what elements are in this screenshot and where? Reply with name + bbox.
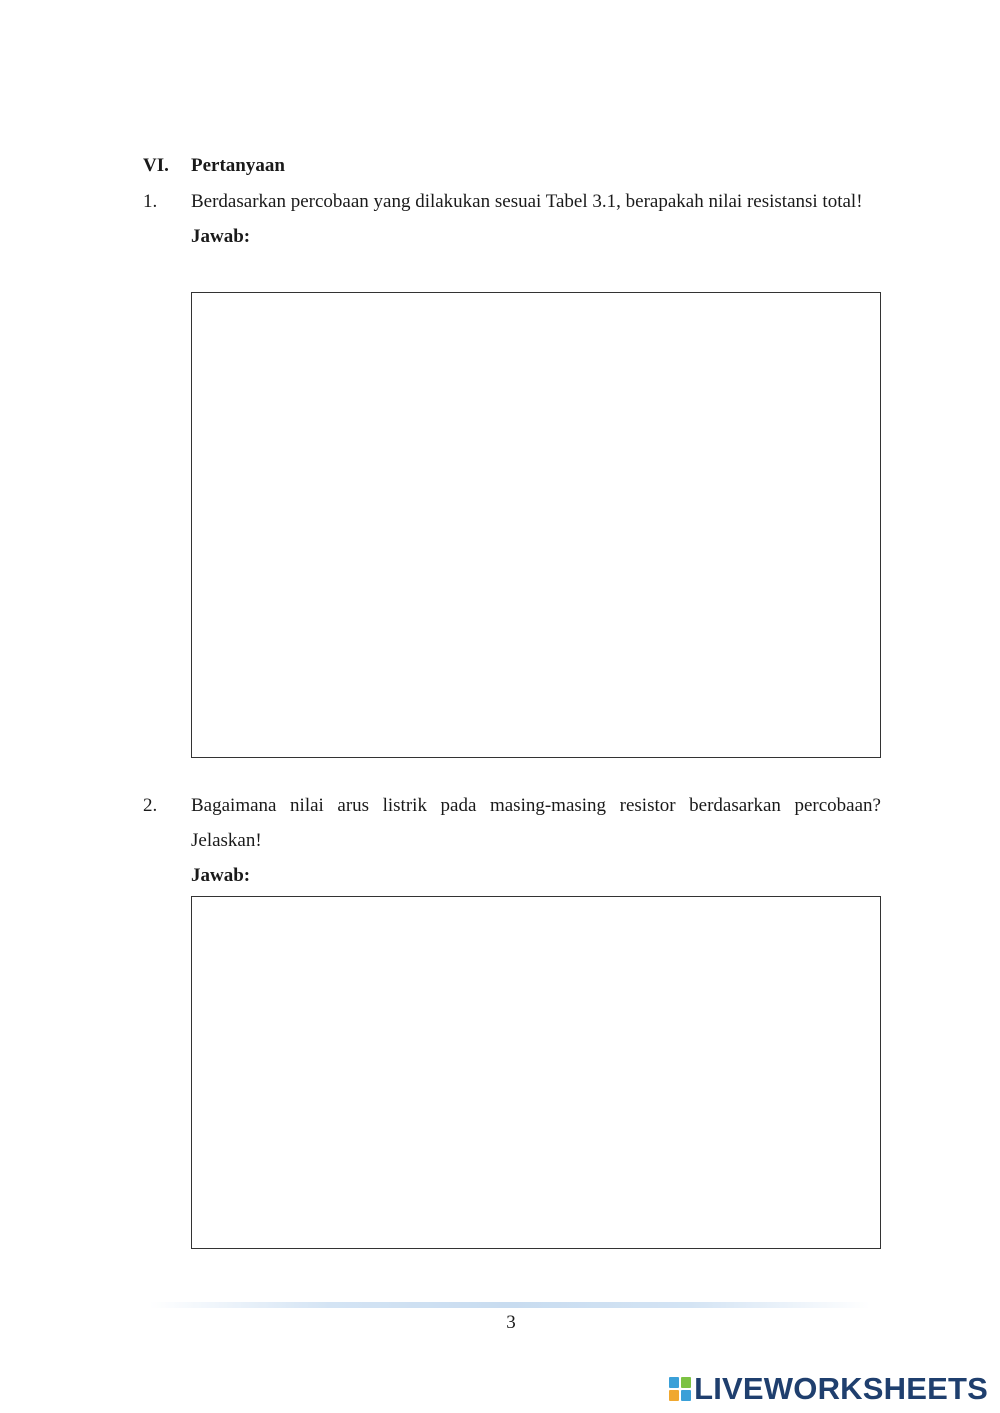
question-text: Bagaimana nilai arus listrik pada masing-masing resistor berdasarkan percobaan? Jelaskan!	[191, 795, 881, 851]
logo-square-i	[681, 1377, 691, 1388]
answer-label: Jawab:	[191, 226, 251, 247]
answer-label: Jawab:	[191, 865, 251, 886]
section-title: Pertanyaan	[191, 155, 285, 176]
brand-name: LIVEWORKSHEETS	[694, 1371, 988, 1406]
answer-box-1[interactable]	[191, 292, 881, 758]
question-1	[143, 184, 881, 254]
question-text: Berdasarkan percobaan yang dilakukan sesuai Tabel 3.1, berapakah nilai resistansi total!	[191, 191, 863, 212]
question-number: 1.	[143, 191, 158, 212]
page-number: 3	[506, 1312, 516, 1333]
liveworksheets-brand	[669, 1372, 988, 1406]
footer-divider	[150, 1302, 870, 1308]
logo-square-l	[669, 1377, 679, 1388]
answer-box-2[interactable]	[191, 896, 881, 1249]
logo-square-v	[669, 1390, 679, 1401]
section-heading	[143, 154, 285, 178]
liveworksheets-logo-icon	[669, 1377, 691, 1401]
question-2	[143, 788, 881, 893]
section-number: VI.	[143, 155, 169, 176]
question-number: 2.	[143, 795, 158, 816]
logo-square-e	[681, 1390, 691, 1401]
